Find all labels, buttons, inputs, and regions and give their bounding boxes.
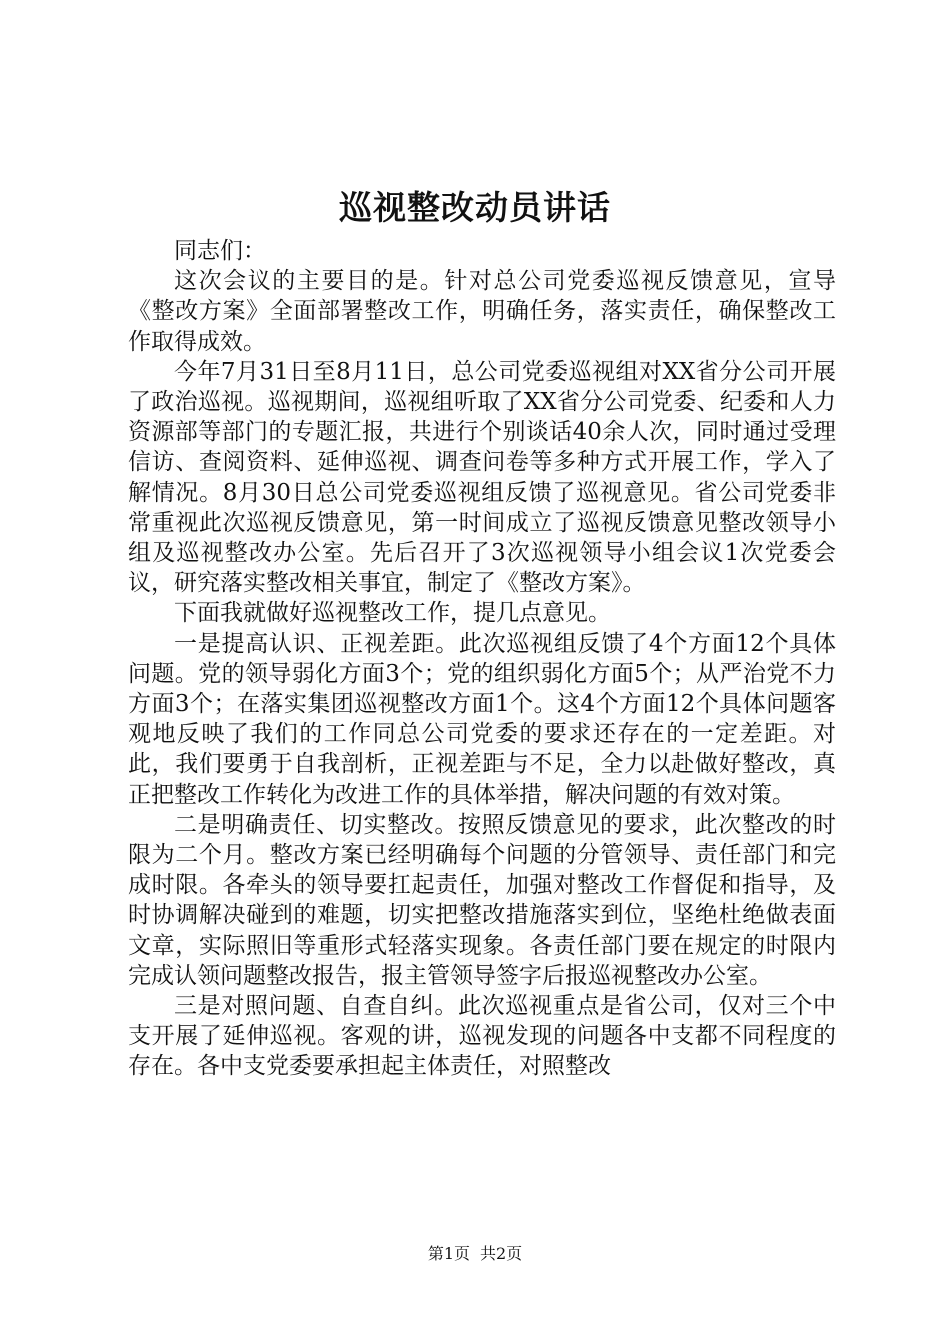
salutation: 同志们：: [174, 238, 266, 264]
paragraph-point-one: 一是提高认识、正视差距。此次巡视组反馈了4个方面12个具体问题。党的领导弱化方面3个；党的组织弱化方面5个；从严治党不力方面3个；在落实集团巡视整改方面1个。这4个方面12个具体问题客观地反映了我们的工作同总公司党委的要求还存在的一定差距。对此，我们要勇于自我剖析，正视差距与不足，全力以赴做好整改，真正把整改工作转化为改进工作的具体举措，解决问题的有效对策。: [128, 630, 836, 808]
paragraph-background: 今年7月31日至8月11日，总公司党委巡视组对XX省分公司开展了政治巡视。巡视期间，巡视组听取了XX省分公司党委、纪委和人力资源部等部门的专题汇报，共进行个别谈话40余人次，同时通过受理信访、查阅资料、延伸巡视、调查问卷等多种方式开展工作，学入了解情况。8月30日总公司党委巡视组反馈了巡视意见。省公司党委非常重视此次巡视反馈意见，第一时间成立了巡视反馈意见整改领导小组及巡视整改办公室。先后召开了3次巡视领导小组会议1次党委会议，研究落实整改相关事宜，制定了《整改方案》。: [128, 358, 836, 597]
paragraph-point-three: 三是对照问题、自查自纠。此次巡视重点是省公司，仅对三个中支开展了延伸巡视。客观的讲，巡视发现的问题各中支都不同程度的存在。各中支党委要承担起主体责任，对照整改: [128, 993, 836, 1080]
paragraph-intro-opinions: 下面我就做好巡视整改工作，提几点意见。: [174, 600, 611, 627]
page-footer: [0, 1244, 950, 1264]
document-title: 巡视整改动员讲话: [339, 188, 611, 227]
paragraph-purpose: 这次会议的主要目的是。针对总公司党委巡视反馈意见，宣导《整改方案》全面部署整改工作，明确任务，落实责任，确保整改工作取得成效。: [128, 268, 836, 355]
page-number: 第1页: [427, 1244, 470, 1263]
document-body: [128, 236, 836, 1082]
paragraph-point-two: 二是明确责任、切实整改。按照反馈意见的要求，此次整改的时限为二个月。整改方案已经明确每个问题的分管领导、责任部门和完成时限。各牵头的领导要扛起责任，加强对整改工作督促和指导，及时协调解决碰到的难题，切实把整改措施落实到位，坚绝杜绝做表面文章，实际照旧等重形式轻落实现象。各责任部门要在规定的时限内完成认领问题整改报告，报主管领导签字后报巡视整改办公室。: [128, 811, 836, 989]
page-total: 共2页: [480, 1244, 523, 1263]
